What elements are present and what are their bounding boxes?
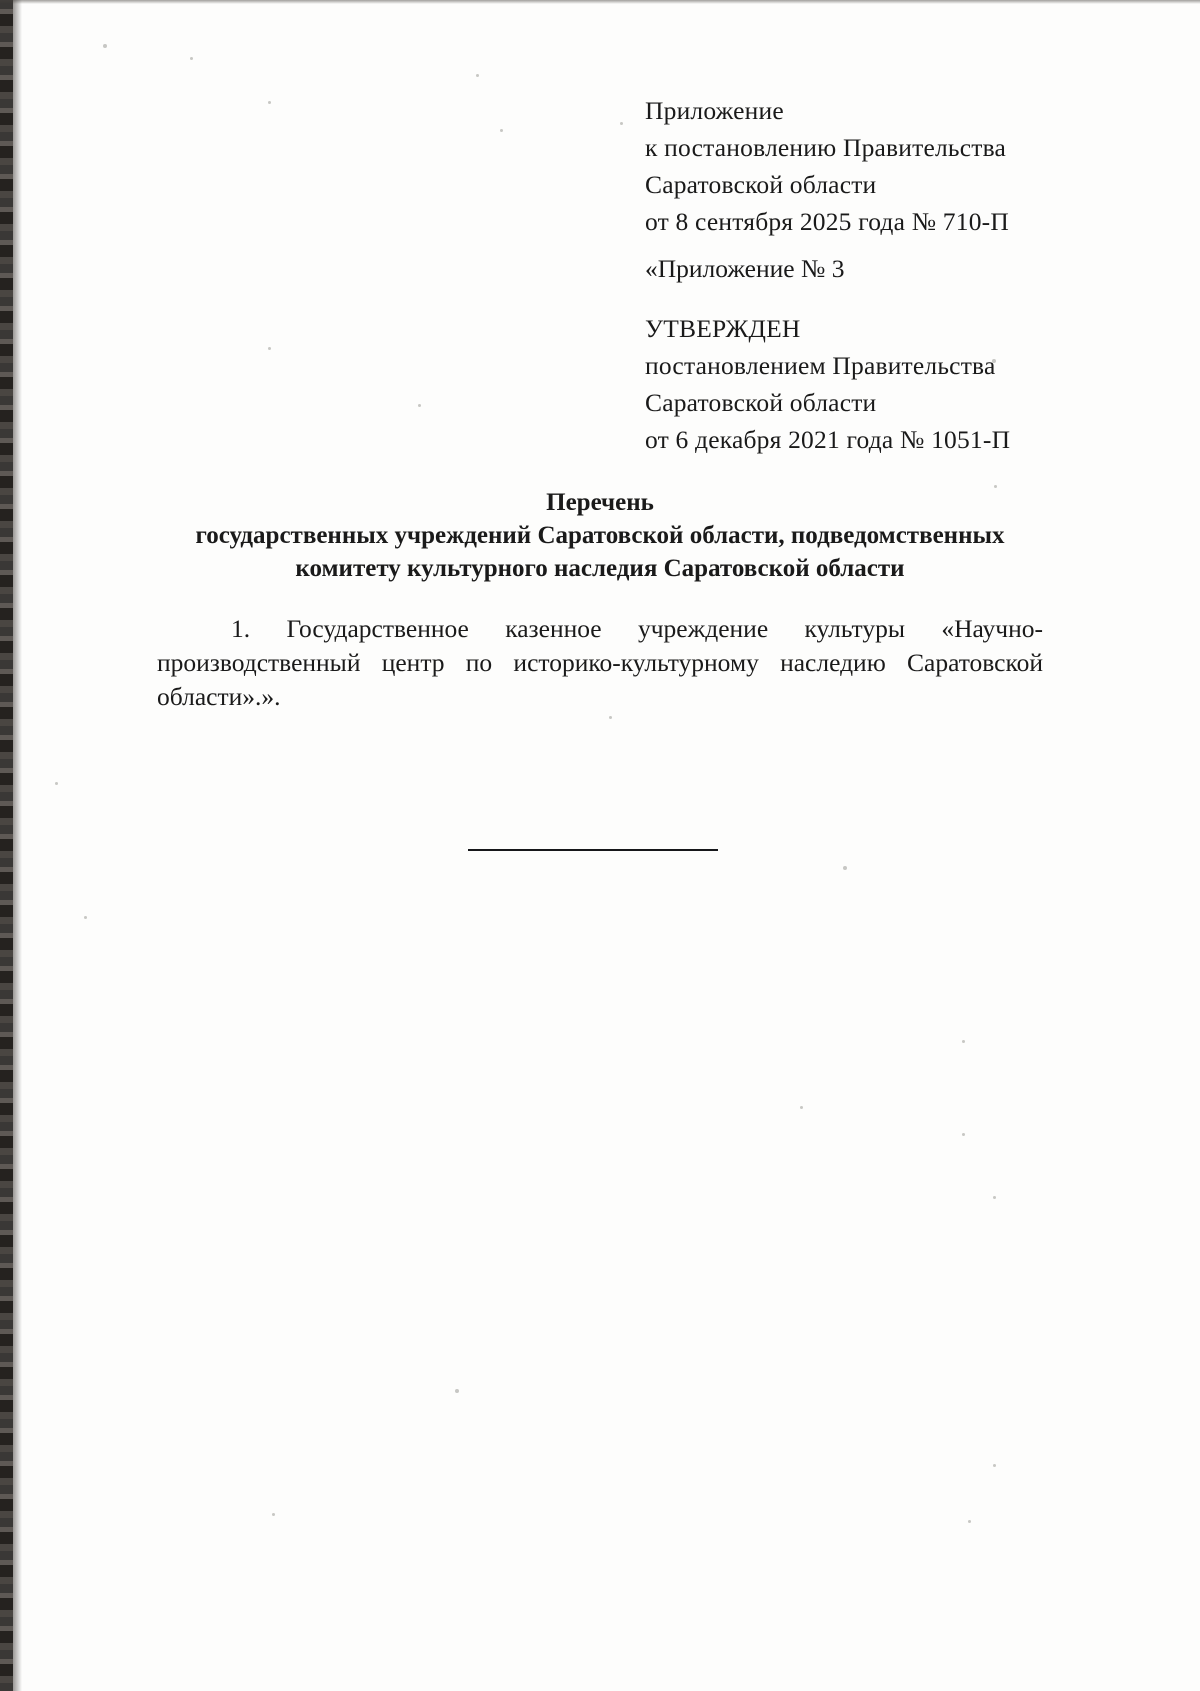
scan-speck <box>609 716 612 719</box>
scan-top-artifact <box>0 0 1200 4</box>
scan-edge-artifact <box>0 0 13 1691</box>
scan-speck <box>272 1513 275 1516</box>
scan-speck <box>620 122 623 125</box>
appendix-reference: «Приложение № 3 <box>645 254 845 283</box>
scan-speck <box>968 1520 971 1523</box>
title-subtitle-line-2: комитету культурного наследия Саратовской области <box>295 555 905 582</box>
body-item-1: 1. Государственное казенное учреждение культуры «Научно-производственный центр по историко-культурному наследию Саратовской области».». <box>157 614 1043 711</box>
horizontal-rule <box>468 849 718 851</box>
approved-line-1: УТВЕРЖДЕН <box>645 314 801 343</box>
scan-speck <box>843 866 847 870</box>
scan-speck <box>476 74 479 77</box>
addressee-line-1: Приложение <box>645 96 784 125</box>
title-subtitle-line-1: государственных учреждений Саратовской области, подведомственных <box>195 522 1005 549</box>
scan-speck <box>418 404 421 407</box>
approved-by-block <box>645 310 1165 458</box>
scan-speck <box>268 347 271 350</box>
page-title <box>150 486 1050 585</box>
approved-line-4: от 6 декабря 2021 года № 1051-П <box>645 425 1011 454</box>
scan-speck <box>455 1389 459 1393</box>
addressee-line-2: к постановлению Правительства <box>645 133 1007 162</box>
scan-speck <box>268 101 271 104</box>
approved-line-2: постановлением Правительства <box>645 351 996 380</box>
scan-speck <box>500 129 503 132</box>
scan-speck <box>962 1133 965 1136</box>
scan-speck <box>993 1464 996 1467</box>
scan-speck <box>84 916 87 919</box>
scan-speck <box>55 782 58 785</box>
scan-speck <box>190 57 193 60</box>
approved-line-3: Саратовской области <box>645 388 877 417</box>
addressee-line-3: Саратовской области <box>645 170 877 199</box>
scan-speck <box>962 1040 965 1043</box>
scan-speck <box>993 1196 996 1199</box>
title-heading: Перечень <box>546 489 654 516</box>
addressee-block <box>645 92 1165 240</box>
scan-speck <box>103 44 107 48</box>
scan-speck <box>800 1106 803 1109</box>
addressee-line-4: от 8 сентября 2025 года № 710-П <box>645 207 1009 236</box>
